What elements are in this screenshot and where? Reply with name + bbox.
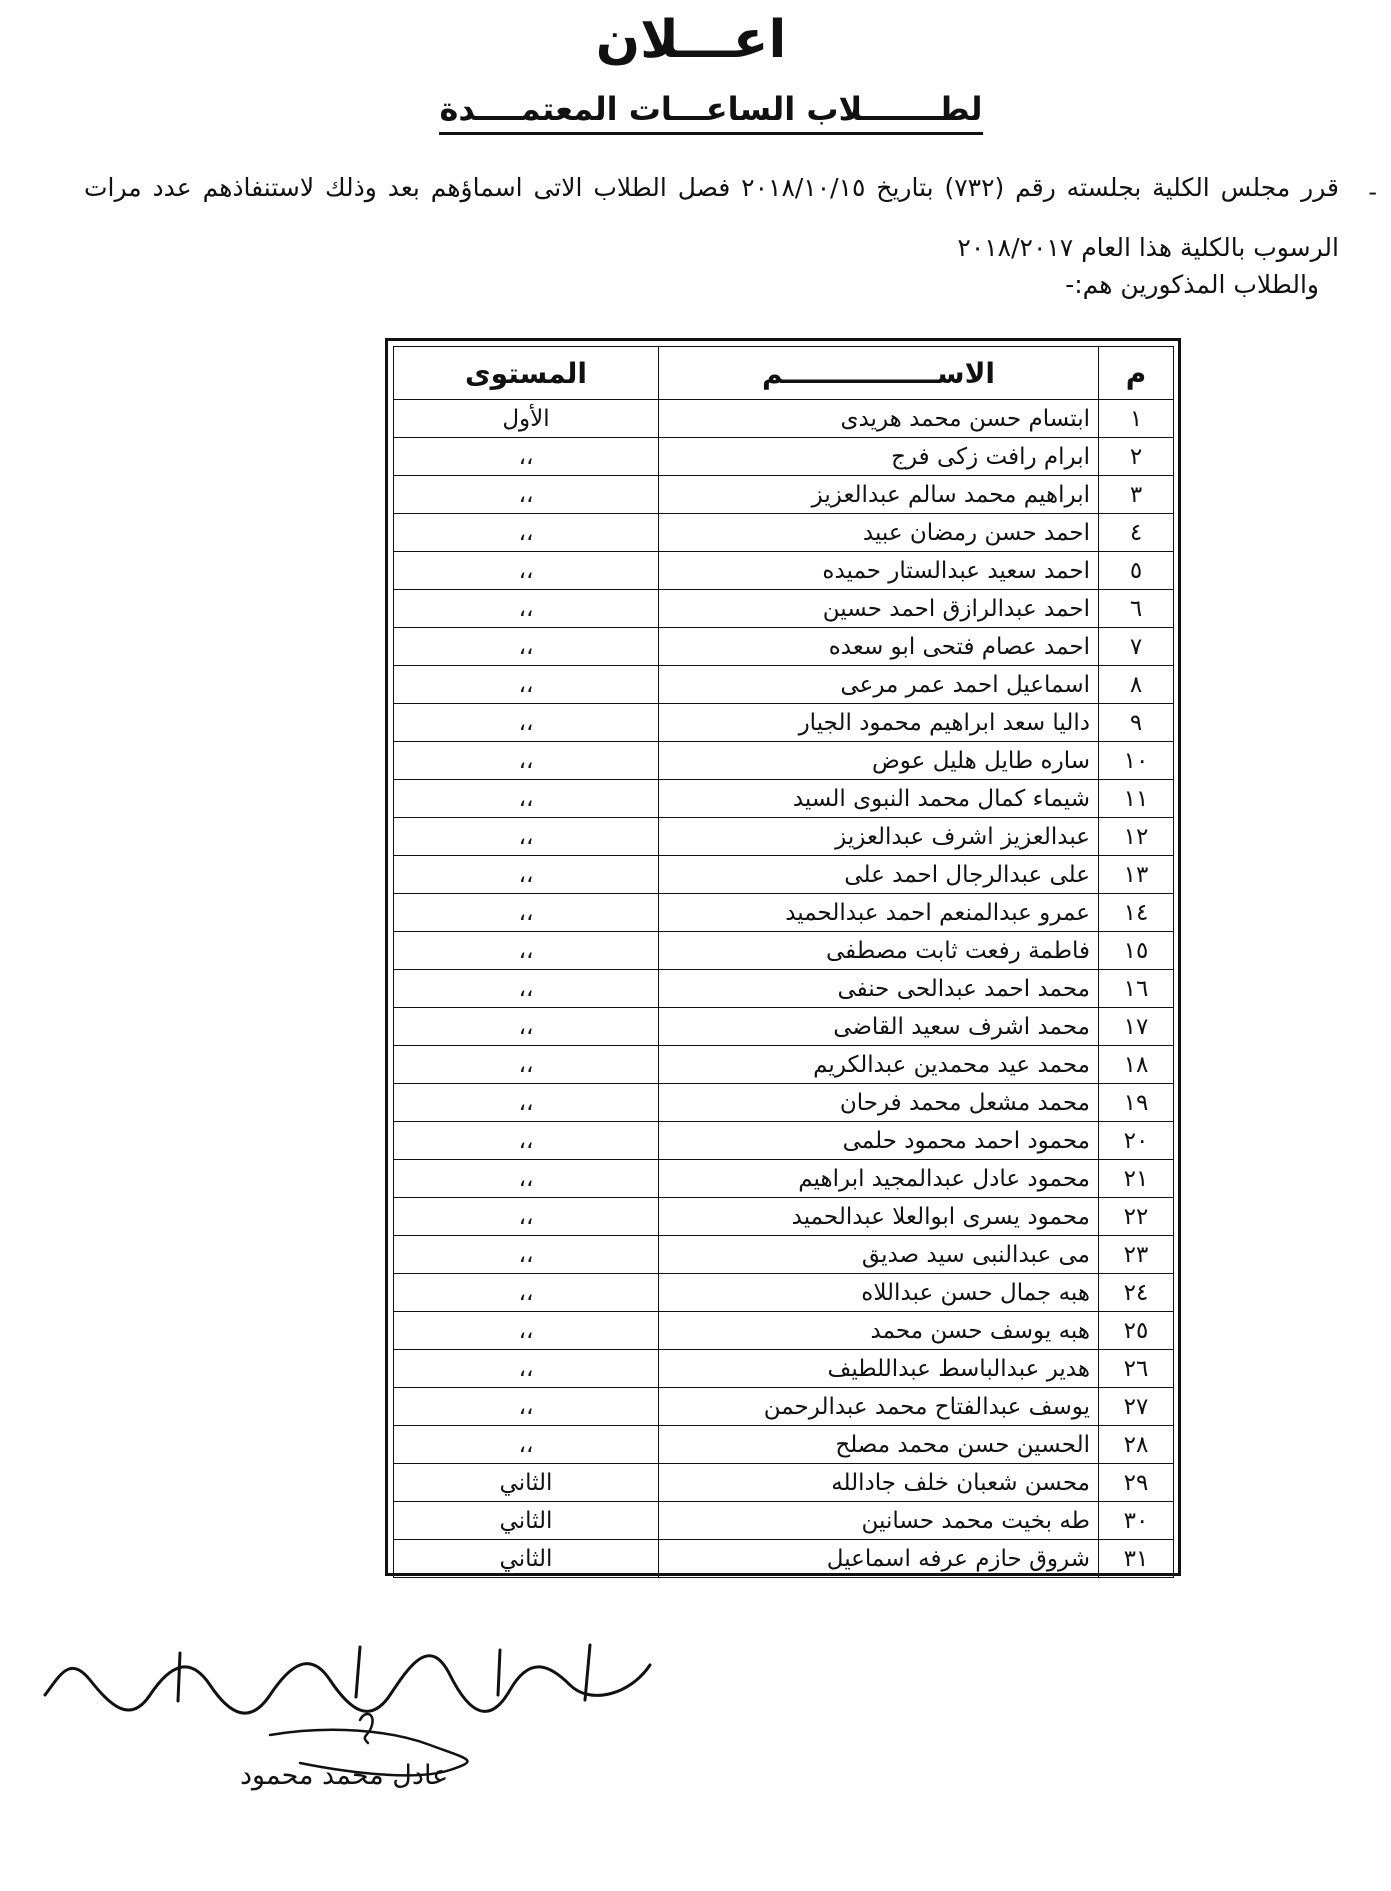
row-student-name: هبه يوسف حسن محمد	[659, 1312, 1099, 1350]
row-student-name: مى عبدالنبى سيد صديق	[659, 1236, 1099, 1274]
signer-name: عادل محمد محمود	[240, 1760, 449, 1791]
row-level: ،،	[394, 1122, 659, 1160]
row-number: ٩	[1099, 704, 1174, 742]
row-number: ١١	[1099, 780, 1174, 818]
table-body	[394, 400, 1174, 1578]
table-row	[394, 590, 1174, 628]
table-row	[394, 1274, 1174, 1312]
table-row	[394, 1540, 1174, 1578]
row-student-name: ابرام رافت زكى فرج	[659, 438, 1099, 476]
row-level: ،،	[394, 476, 659, 514]
row-level: الأول	[394, 400, 659, 438]
row-student-name: داليا سعد ابراهيم محمود الجيار	[659, 704, 1099, 742]
row-student-name: محمود احمد محمود حلمى	[659, 1122, 1099, 1160]
row-level: ،،	[394, 1236, 659, 1274]
table-row	[394, 742, 1174, 780]
row-number: ١	[1099, 400, 1174, 438]
row-number: ٣٠	[1099, 1502, 1174, 1540]
row-number: ٢٤	[1099, 1274, 1174, 1312]
row-level: ،،	[394, 1274, 659, 1312]
table-row	[394, 1350, 1174, 1388]
row-student-name: عمرو عبدالمنعم احمد عبدالحميد	[659, 894, 1099, 932]
bullet-mark: -	[1368, 178, 1377, 206]
table-row	[394, 894, 1174, 932]
row-number: ٢٢	[1099, 1198, 1174, 1236]
row-level: ،،	[394, 666, 659, 704]
row-student-name: ساره طايل هليل عوض	[659, 742, 1099, 780]
row-number: ٦	[1099, 590, 1174, 628]
row-level: ،،	[394, 970, 659, 1008]
row-number: ١٥	[1099, 932, 1174, 970]
row-student-name: محمد مشعل محمد فرحان	[659, 1084, 1099, 1122]
row-number: ٢١	[1099, 1160, 1174, 1198]
row-student-name: محمود يسرى ابوالعلا عبدالحميد	[659, 1198, 1099, 1236]
table-row	[394, 1122, 1174, 1160]
table-row	[394, 628, 1174, 666]
row-student-name: عبدالعزيز اشرف عبدالعزيز	[659, 818, 1099, 856]
row-level: ،،	[394, 1046, 659, 1084]
row-student-name: فاطمة رفعت ثابت مصطفى	[659, 932, 1099, 970]
row-level: ،،	[394, 742, 659, 780]
row-level: ،،	[394, 1426, 659, 1464]
table-row	[394, 1008, 1174, 1046]
row-number: ٢٣	[1099, 1236, 1174, 1274]
table-row	[394, 438, 1174, 476]
row-level: ،،	[394, 628, 659, 666]
row-level: الثاني	[394, 1464, 659, 1502]
row-student-name: يوسف عبدالفتاح محمد عبدالرحمن	[659, 1388, 1099, 1426]
subtitle-text: لطـــــــلاب الساعـــات المعتمــــدة	[439, 90, 982, 135]
row-student-name: احمد حسن رمضان عبيد	[659, 514, 1099, 552]
table-row	[394, 1464, 1174, 1502]
row-number: ٥	[1099, 552, 1174, 590]
table-row	[394, 1198, 1174, 1236]
table-row	[394, 1388, 1174, 1426]
row-level: ،،	[394, 780, 659, 818]
row-level: ،،	[394, 438, 659, 476]
row-level: ،،	[394, 704, 659, 742]
row-number: ١٢	[1099, 818, 1174, 856]
row-number: ١٨	[1099, 1046, 1174, 1084]
row-number: ٢٠	[1099, 1122, 1174, 1160]
row-level: الثاني	[394, 1502, 659, 1540]
row-number: ١٤	[1099, 894, 1174, 932]
table-row	[394, 818, 1174, 856]
row-student-name: احمد عصام فتحى ابو سعده	[659, 628, 1099, 666]
table-row	[394, 666, 1174, 704]
row-student-name: على عبدالرجال احمد على	[659, 856, 1099, 894]
table-row	[394, 932, 1174, 970]
table-row	[394, 970, 1174, 1008]
row-number: ٢٧	[1099, 1388, 1174, 1426]
header-name: الاســــــــــــــــم	[659, 347, 1099, 400]
students-table	[393, 346, 1174, 1578]
row-number: ١٩	[1099, 1084, 1174, 1122]
table-row	[394, 780, 1174, 818]
row-student-name: الحسين حسن محمد مصلح	[659, 1426, 1099, 1464]
table-row	[394, 856, 1174, 894]
row-number: ٢٨	[1099, 1426, 1174, 1464]
row-student-name: شيماء كمال محمد النبوى السيد	[659, 780, 1099, 818]
row-level: ،،	[394, 932, 659, 970]
table-row	[394, 1160, 1174, 1198]
announcement-subtitle	[431, 90, 991, 128]
table-row	[394, 476, 1174, 514]
table-row	[394, 552, 1174, 590]
header-number: م	[1099, 347, 1174, 400]
row-student-name: ابتسام حسن محمد هريدى	[659, 400, 1099, 438]
row-number: ١٠	[1099, 742, 1174, 780]
table-row	[394, 400, 1174, 438]
row-number: ٨	[1099, 666, 1174, 704]
row-student-name: محمود عادل عبدالمجيد ابراهيم	[659, 1160, 1099, 1198]
row-student-name: اسماعيل احمد عمر مرعى	[659, 666, 1099, 704]
row-number: ٢	[1099, 438, 1174, 476]
row-level: ،،	[394, 1350, 659, 1388]
row-number: ٣	[1099, 476, 1174, 514]
table-row	[394, 1312, 1174, 1350]
table-row	[394, 1046, 1174, 1084]
table-row	[394, 1502, 1174, 1540]
row-level: ،،	[394, 894, 659, 932]
row-student-name: ابراهيم محمد سالم عبدالعزيز	[659, 476, 1099, 514]
table-row	[394, 1236, 1174, 1274]
row-number: ١٦	[1099, 970, 1174, 1008]
row-number: ٣١	[1099, 1540, 1174, 1578]
decision-paragraph: قرر مجلس الكلية بجلسته رقم (٧٣٢) بتاريخ ٢٠١٨/١٠/١٥ فصل الطلاب الاتى اسماؤهم بعد وذلك لاستنفاذهم عدد مرات الرسوب بالكلية هذا العام ٢٠١٨/٢٠١٧	[84, 173, 1339, 262]
row-student-name: محسن شعبان خلف جادالله	[659, 1464, 1099, 1502]
table-row	[394, 1084, 1174, 1122]
row-level: ،،	[394, 1198, 659, 1236]
students-table-frame	[385, 338, 1181, 1576]
row-level: ،،	[394, 1388, 659, 1426]
row-number: ٧	[1099, 628, 1174, 666]
students-intro: والطلاب المذكورين هم:-	[1065, 270, 1319, 299]
row-level: ،،	[394, 818, 659, 856]
announcement-title: اعـــلان	[595, 10, 787, 70]
row-level: ،،	[394, 856, 659, 894]
row-student-name: هدير عبدالباسط عبداللطيف	[659, 1350, 1099, 1388]
row-number: ٢٩	[1099, 1464, 1174, 1502]
row-student-name: طه بخيت محمد حسانين	[659, 1502, 1099, 1540]
row-number: ٢٥	[1099, 1312, 1174, 1350]
row-level: ،،	[394, 552, 659, 590]
row-level: ،،	[394, 514, 659, 552]
table-row	[394, 514, 1174, 552]
row-student-name: هبه جمال حسن عبداللاه	[659, 1274, 1099, 1312]
row-level: ،،	[394, 1084, 659, 1122]
table-row	[394, 1426, 1174, 1464]
row-student-name: شروق حازم عرفه اسماعيل	[659, 1540, 1099, 1578]
row-number: ١٧	[1099, 1008, 1174, 1046]
row-student-name: احمد عبدالرازق احمد حسين	[659, 590, 1099, 628]
table-header-row	[394, 347, 1174, 400]
table-row	[394, 704, 1174, 742]
row-level: ،،	[394, 1008, 659, 1046]
row-student-name: محمد اشرف سعيد القاضى	[659, 1008, 1099, 1046]
row-student-name: محمد احمد عبدالحى حنفى	[659, 970, 1099, 1008]
row-number: ٤	[1099, 514, 1174, 552]
row-level: ،،	[394, 590, 659, 628]
row-level: الثاني	[394, 1540, 659, 1578]
row-number: ١٣	[1099, 856, 1174, 894]
row-student-name: محمد عيد محمدين عبدالكريم	[659, 1046, 1099, 1084]
row-number: ٢٦	[1099, 1350, 1174, 1388]
row-level: ،،	[394, 1312, 659, 1350]
header-level: المستوى	[394, 347, 659, 400]
row-student-name: احمد سعيد عبدالستار حميده	[659, 552, 1099, 590]
row-level: ،،	[394, 1160, 659, 1198]
